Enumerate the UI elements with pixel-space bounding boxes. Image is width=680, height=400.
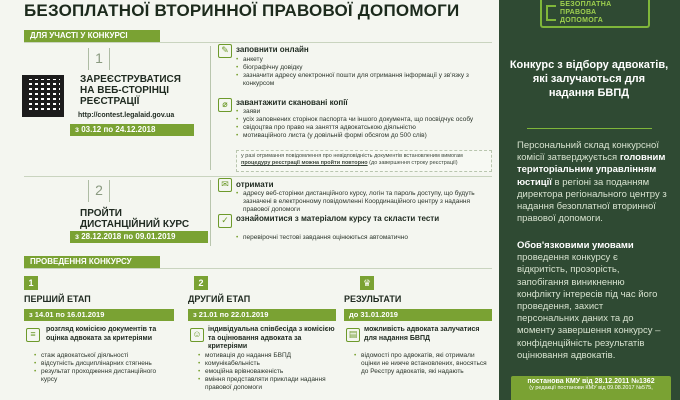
list-item: • перевірочні тестові завдання оцінюються автоматично <box>236 234 492 242</box>
commission-paragraph: Персональний склад конкурсної комісії затверджується головним територіальним управлінням юстиції в регіоні за поданням директора регіонального центру з надання безоплатної вторинної правової допомоги. <box>517 140 667 225</box>
repeat-registration-note: у разі отримання повідомлення про невідповідність документів встановленим вимогам процедуру реєстрації можна пройти повторно (до завершення строку реєстрації) <box>236 150 492 172</box>
divider <box>210 180 211 246</box>
stage3-heading: можливість адвоката залучатися для надання БВПД <box>364 326 480 342</box>
divider <box>527 128 652 129</box>
list-item: • мотивація до надання БВПД <box>198 352 340 360</box>
stage2-date: з 21.01 по 22.01.2019 <box>188 309 336 321</box>
list-item: • зазначити адресу електронної пошти для отримання інформації у зв'язку з конкурсом <box>236 72 492 88</box>
stage1-title: ПЕРШИЙ ЕТАП <box>24 294 91 304</box>
list-item: • відомості про адвокатів, які отримали оцінки не нижче встановлених, вносяться до Реєстру адвокатів, які надають <box>354 352 492 376</box>
step1-date: з 03.12 по 24.12.2018 <box>70 124 194 136</box>
list-item: • мотиваційного листа (у довільній формі обсягом до 500 слів) <box>236 132 492 140</box>
conditions-paragraph: Обов'язковими умовами проведення конкурсу є відкритість, прозорість, запобігання виникненню конфлікту інтересів під час його проведення, захист персональних даних та до моменту завершення конкурсу – конфіденційність результатів оцінювання адвокатів. <box>517 240 661 361</box>
trophy-icon: ♛ <box>360 276 374 290</box>
registration-link[interactable]: http://contest.legalaid.gov.ua <box>78 112 175 119</box>
register-icon: ▤ <box>346 328 360 342</box>
fill-online-heading: заповнити онлайн <box>236 45 309 54</box>
stage3-list <box>354 352 492 376</box>
stage1-date: з 14.01 по 16.01.2019 <box>24 309 174 321</box>
list-item: • заяви <box>236 108 492 116</box>
stage3-date: до 31.01.2019 <box>344 309 492 321</box>
receive-heading: отримати <box>236 180 274 189</box>
list-item: • відсутність дисциплінарних стягнень <box>34 360 174 368</box>
list-item: • комунікабельність <box>198 360 340 368</box>
stage-number: 1 <box>24 276 38 290</box>
upload-heading: завантажити скановані копії <box>236 98 348 107</box>
list-item: • біографічну довідку <box>236 64 492 72</box>
list-item: • адресу веб-сторінки дистанційного курсу, логін та пароль доступу, що будуть зазначені в електронному повідомленні Координаційного центру з надання правової допомоги <box>236 190 492 214</box>
upload-list <box>236 108 492 140</box>
divider <box>24 42 492 43</box>
list-item: • анкету <box>236 56 492 64</box>
step2-title: ПРОЙТИ ДИСТАНЦІЙНИЙ КУРС <box>80 208 190 230</box>
divider <box>24 176 492 177</box>
page-headline: БЕЗОПЛАТНОЇ ВТОРИННОЇ ПРАВОВОЇ ДОПОМОГИ <box>24 1 460 20</box>
step-number: 1 <box>88 48 110 70</box>
qr-code[interactable] <box>22 75 64 117</box>
receive-list <box>236 190 492 214</box>
section-participation-label: ДЛЯ УЧАСТІ У КОНКУРСІ <box>24 30 160 42</box>
familiarize-list <box>236 234 492 242</box>
step-number: 2 <box>88 180 110 202</box>
stage-number: 2 <box>194 276 208 290</box>
step1-title: ЗАРЕЄСТРУВАТИСЯ НА ВЕБ-СТОРІНЦІ РЕЄСТРАЦІЇ <box>80 74 181 107</box>
divider <box>24 268 492 269</box>
stage2-title: ДРУГИЙ ЕТАП <box>188 294 251 304</box>
list-item: • результат проходження дистанційного курсу <box>34 368 174 384</box>
document-icon: ≡ <box>26 328 40 342</box>
stage2-heading: індивідуальна співбесіда з комісією та оцінювання адвоката за критеріями <box>208 326 335 350</box>
decree-box: постанова КМУ від 28.12.2011 №1362 (у редакції постанови КМУ від 09.08.2017 №575, <box>511 376 671 400</box>
stage1-list <box>34 352 174 384</box>
list-item: • усіх заповнених сторінок паспорта чи іншого документа, що посвідчує особу <box>236 116 492 124</box>
logo-text: БЕЗОПЛАТНА ПРАВОВА ДОПОМОГА <box>560 1 612 24</box>
fill-online-list <box>236 56 492 88</box>
list-item: • емоційна врівноваженість <box>198 368 340 376</box>
attachment-icon: ⌀ <box>218 98 232 112</box>
divider <box>210 46 211 170</box>
info-panel <box>499 0 680 400</box>
stage1-heading: розгляд комісією документів та оцінка адвоката за критеріями <box>46 326 157 342</box>
step2-date: з 28.12.2018 по 09.01.2019 <box>70 231 208 243</box>
list-item: • стаж адвокатської діяльності <box>34 352 174 360</box>
stage2-list <box>198 352 340 392</box>
panel-title: Конкурс з відбору адвокатів, які залучаються для надання БВПД <box>509 59 669 99</box>
stage3-title: РЕЗУЛЬТАТИ <box>344 294 402 304</box>
list-item: • свідоцтва про право на заняття адвокатською діяльністю <box>236 124 492 132</box>
email-icon: ✉ <box>218 178 232 192</box>
logo <box>540 0 650 28</box>
form-icon: ✎ <box>218 44 232 58</box>
checklist-icon: ✓ <box>218 214 232 228</box>
interview-icon: ☺ <box>190 328 204 342</box>
logo-mark-icon <box>546 5 556 21</box>
familiarize-heading: ознайомитися з матеріалом курсу та скласти тести <box>236 214 440 223</box>
list-item: • вміння представляти приклади надання правової допомоги <box>198 376 340 392</box>
section-conduct-label: ПРОВЕДЕННЯ КОНКУРСУ <box>24 256 160 268</box>
